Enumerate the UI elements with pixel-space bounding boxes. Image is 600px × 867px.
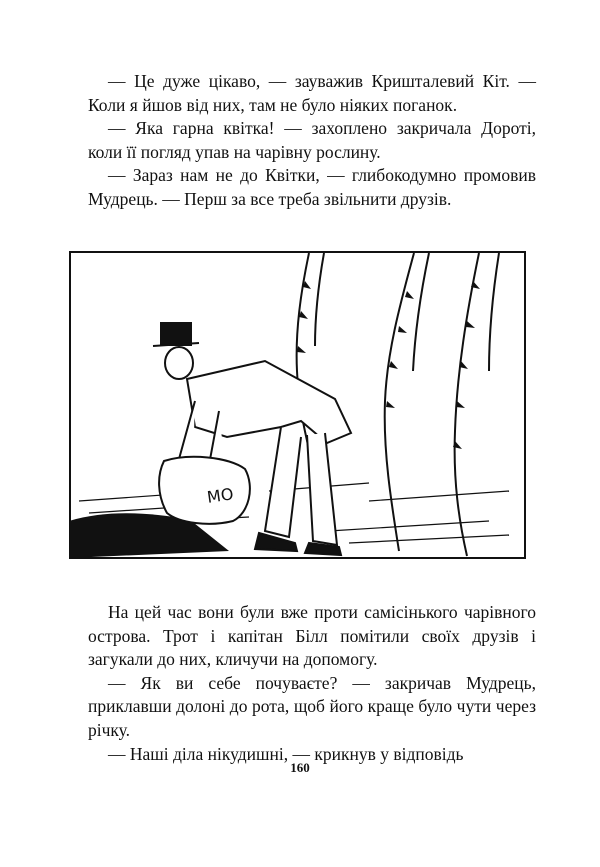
paragraph: — Яка гарна квітка! — захоплено закричала Дороті, коли її погляд упав на чарівну рослину. xyxy=(88,118,536,162)
paragraph: На цей час вони були вже проти самісінького чарівного острова. Трот і капітан Білл помітили своїх друзів і загукали до них, кличучи на допомогу. xyxy=(88,602,536,670)
illustration-drawing xyxy=(69,251,526,581)
page-number: 160 xyxy=(290,760,310,775)
illustration xyxy=(69,251,526,581)
text-block-bottom xyxy=(88,601,536,766)
bag-label: MO xyxy=(205,484,235,507)
paragraph: — Як ви себе почуваєте? — закричав Мудрець, приклавши долоні до рота, щоб його краще було чути через річку. xyxy=(88,672,536,740)
text-block-top xyxy=(88,70,536,212)
bag xyxy=(159,457,250,524)
paragraph: — Наші діла нікудишні, — крикнув у відповідь xyxy=(108,743,464,764)
paragraph: — Зараз нам не до Квітки, — глибокодумно промовив Мудрець. — Перш за все треба звільнити друзів. xyxy=(88,165,536,209)
paragraph: — Це дуже цікаво, — зауважив Кришталевий Кіт. — Коли я йшов від них, там не було ніяких поганок. xyxy=(88,71,536,115)
